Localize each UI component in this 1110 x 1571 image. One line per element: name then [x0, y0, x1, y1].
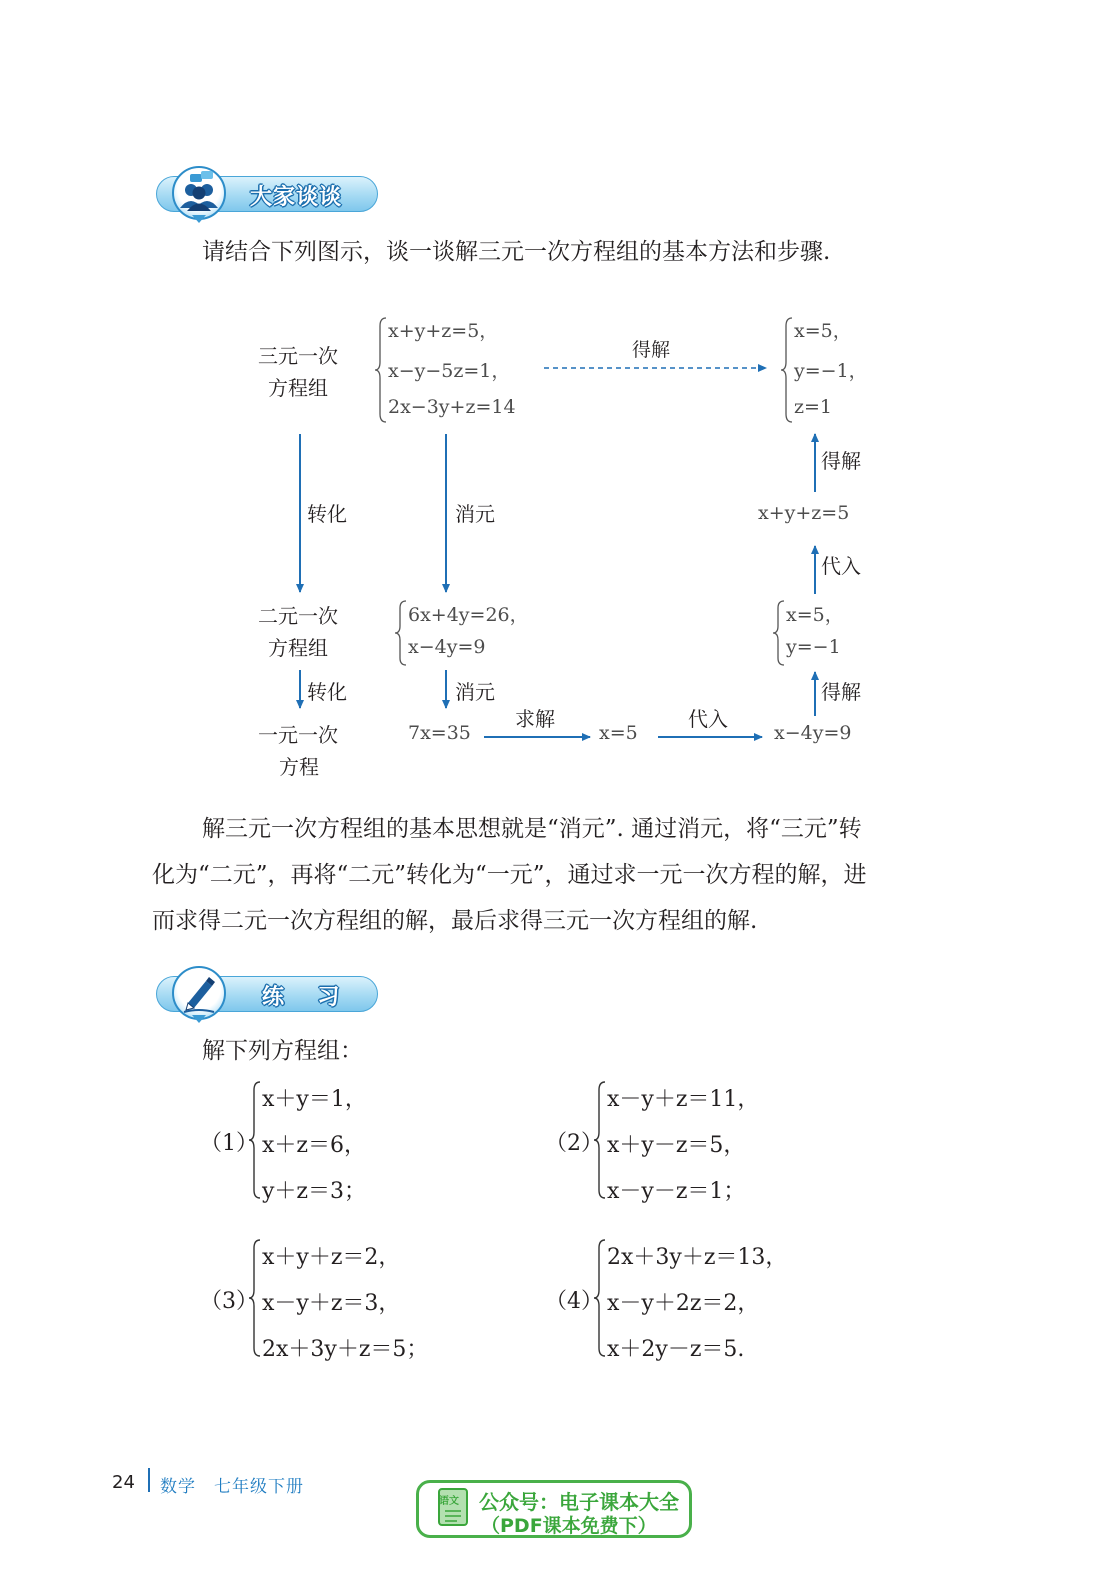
- summary-line-1: 解三元一次方程组的基本思想就是“消元”. 通过消元，将“三元”转: [202, 816, 862, 842]
- equation-one-var: 7x=35: [408, 722, 471, 744]
- footer-divider: [148, 1468, 150, 1492]
- arrow-label-solve-top: 得解: [632, 339, 671, 361]
- badge-pointer: [192, 1015, 206, 1023]
- arrow-label-substitute-mid: 代入: [688, 707, 728, 731]
- arrow-label-eliminate-1: 消元: [455, 502, 495, 526]
- equation-back-two: x−4y=9: [774, 722, 852, 744]
- brace-icon: [593, 1236, 607, 1360]
- equation: x−y−5z=1，: [388, 360, 511, 382]
- problem-system: [593, 1078, 793, 1202]
- problem-system: [593, 1236, 813, 1360]
- problem-system: [248, 1078, 428, 1202]
- problem-system: [248, 1236, 448, 1360]
- equation: x－y＋2z＝2，: [607, 1291, 760, 1316]
- practice-badge-label: 练 习: [262, 985, 346, 1010]
- equation: 2x＋3y＋z＝5；: [262, 1337, 429, 1362]
- watermark-icon-text: 语文: [439, 1496, 459, 1507]
- equation: z=1: [794, 396, 833, 418]
- equation: y=−1，: [794, 360, 868, 382]
- equation: x=5，: [786, 604, 844, 626]
- discuss-badge-label: 大家谈谈: [250, 185, 343, 210]
- equation-x-value: x=5: [599, 722, 638, 744]
- watermark-line-1: 公众号：电子课本大全: [479, 1490, 679, 1514]
- equation: x＋y＋z＝2，: [262, 1245, 401, 1270]
- book-title: 数学 七年级下册: [160, 1477, 304, 1497]
- brace-icon: [248, 1078, 262, 1202]
- label-two-var-2: 方程组: [268, 636, 328, 660]
- equation: x+y+z=5，: [388, 320, 499, 342]
- equation: 6x+4y=26，: [408, 604, 529, 626]
- equation: x−4y=9: [408, 636, 486, 658]
- practice-badge: [150, 970, 380, 1016]
- equation: 2x−3y+z=14: [388, 396, 516, 418]
- equation: x＋z＝6，: [262, 1133, 366, 1158]
- brace-icon: [593, 1078, 607, 1202]
- practice-instruction: 解下列方程组：: [202, 1038, 363, 1064]
- problem-label: （1）: [200, 1131, 258, 1156]
- page-number: 24: [112, 1472, 135, 1493]
- arrow-label-solve-up-2: 得解: [821, 449, 861, 473]
- equation: x－y＋z＝3，: [262, 1291, 401, 1316]
- equation: x＋y＝1，: [262, 1087, 367, 1112]
- arrow-label-solve-mid: 求解: [515, 707, 555, 731]
- equation: x－y－z＝1；: [607, 1179, 746, 1204]
- watermark-box: [416, 1480, 692, 1538]
- equation-back-three: x+y+z=5: [758, 502, 850, 524]
- equation: x＋2y－z＝5.: [607, 1337, 745, 1362]
- arrow-label-solve-up-1: 得解: [821, 680, 861, 704]
- summary-line-3: 而求得二元一次方程组的解，最后求得三元一次方程组的解.: [152, 908, 758, 934]
- brace-icon: [248, 1236, 262, 1360]
- equation: x=5，: [794, 320, 852, 342]
- label-one-var-1: 一元一次: [258, 723, 338, 747]
- problem-label: （3）: [200, 1289, 258, 1314]
- arrow-label-transform-2: 转化: [307, 680, 347, 704]
- pencil-icon: [172, 966, 226, 1020]
- equation: y＋z＝3；: [262, 1179, 367, 1204]
- label-three-var-1: 三元一次: [258, 344, 338, 368]
- label-three-var-2: 方程组: [268, 376, 328, 400]
- label-one-var-2: 方程: [279, 755, 319, 779]
- equation: x－y＋z＝11，: [607, 1087, 760, 1112]
- label-two-var-1: 二元一次: [258, 604, 338, 628]
- summary-line-2: 化为“二元”，再将“二元”转化为“一元”，通过求一元一次方程的解，进: [152, 862, 867, 888]
- problem-label: （2）: [545, 1131, 603, 1156]
- problem-label: （4）: [545, 1289, 603, 1314]
- equation: x＋y－z＝5，: [607, 1133, 746, 1158]
- arrow-label-substitute-up: 代入: [821, 554, 861, 578]
- watermark-line-2: （PDF课本免费下）: [481, 1515, 657, 1537]
- arrow-label-transform-1: 转化: [307, 502, 347, 526]
- arrow-label-eliminate-2: 消元: [455, 680, 495, 704]
- equation: 2x＋3y＋z＝13，: [607, 1245, 788, 1270]
- equation: y=−1: [786, 636, 841, 658]
- discuss-prompt: 请结合下列图示，谈一谈解三元一次方程组的基本方法和步骤.: [202, 239, 831, 265]
